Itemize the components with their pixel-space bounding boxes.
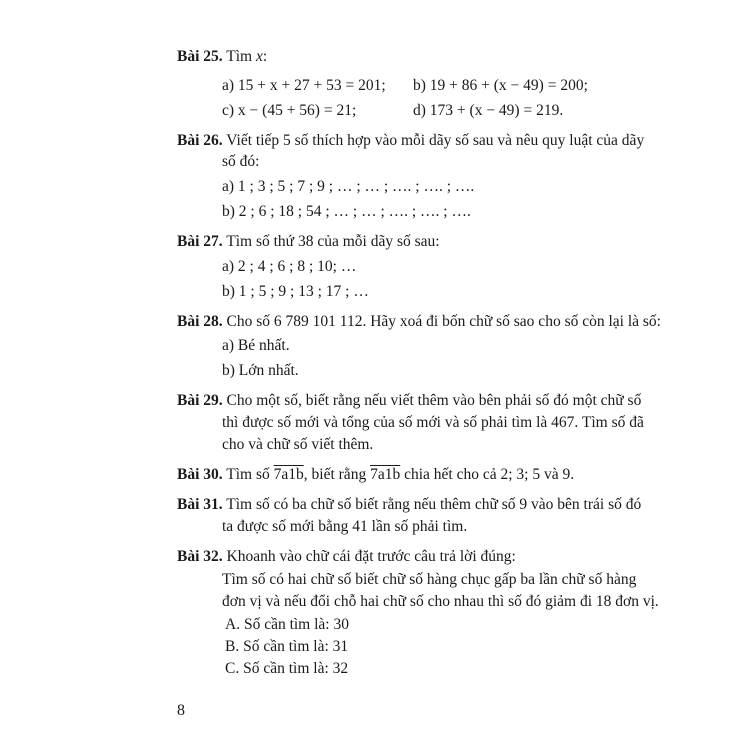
exercise-25-d: d) 173 + (x − 49) = 219. xyxy=(413,102,564,119)
exercise-number: Bài 27. xyxy=(177,233,223,250)
exercise-number: Bài 29. xyxy=(177,392,223,409)
exercise-26-a: a) 1 ; 3 ; 5 ; 7 ; 9 ; … ; … ; …. ; …. ; …. xyxy=(222,178,475,195)
exercise-text: Tìm số có ba chữ số biết rằng nếu thêm chữ số 9 vào bên trái số đó xyxy=(226,496,642,513)
exercise-27-heading xyxy=(177,232,440,252)
exercise-number: Bài 28. xyxy=(177,313,223,330)
exercise-25-c: c) x − (45 + 56) = 21; xyxy=(222,102,357,119)
exercise-32-option-b: B. Số cần tìm là: 31 xyxy=(225,638,349,655)
exercise-32-option-a: A. Số cần tìm là: 30 xyxy=(225,616,349,633)
exercise-text: Tìm số thứ 38 của mỗi dãy số sau: xyxy=(226,233,440,250)
exercise-29-heading xyxy=(177,391,641,411)
exercise-number: Bài 32. xyxy=(177,548,223,565)
exercise-number: Bài 26. xyxy=(177,132,223,149)
exercise-text: Khoanh vào chữ cái đặt trước câu trả lời đúng: xyxy=(226,548,516,565)
exercise-27-b: b) 1 ; 5 ; 9 ; 13 ; 17 ; … xyxy=(222,283,369,300)
exercise-29-text-cont-2: cho và chữ số viết thêm. xyxy=(222,436,374,453)
exercise-25-b: b) 19 + 86 + (x − 49) = 200; xyxy=(413,77,588,94)
exercise-number: Bài 30. xyxy=(177,466,223,483)
exercise-28-a: a) Bé nhất. xyxy=(222,337,290,354)
exercise-28-heading xyxy=(177,312,661,332)
overlined-number: 7a1b xyxy=(273,466,304,483)
exercise-32-question-2: đơn vị và nếu đổi chỗ hai chữ số cho nhau thì số đó giảm đi 18 đơn vị. xyxy=(222,593,659,610)
exercise-text: Tìm số xyxy=(226,466,270,483)
exercise-28-b: b) Lớn nhất. xyxy=(222,362,299,379)
exercise-text: Viết tiếp 5 số thích hợp vào mỗi dãy số sau và nêu quy luật của dãy xyxy=(226,132,645,149)
exercise-30-heading: Bài 30. Tìm số 7a1b, biết rằng 7a1b chia hết cho cả 2; 3; 5 và 9. xyxy=(177,466,575,483)
exercise-32-question-1: Tìm số có hai chữ số biết chữ số hàng chục gấp ba lần chữ số hàng xyxy=(222,571,637,588)
overlined-number: 7a1b xyxy=(370,466,401,483)
exercise-27-a: a) 2 ; 4 ; 6 ; 8 ; 10; … xyxy=(222,258,357,275)
exercise-26-text-cont: số đó: xyxy=(222,153,260,170)
page-number: 8 xyxy=(177,702,185,719)
exercise-25-a: a) 15 + x + 27 + 53 = 201; xyxy=(222,77,386,94)
exercise-text: Tìm xyxy=(226,48,253,65)
exercise-text: Cho số 6 789 101 112. Hãy xoá đi bốn chữ số sao cho số còn lại là số: xyxy=(226,313,661,330)
exercise-32-option-c: C. Số cần tìm là: 32 xyxy=(225,660,349,677)
exercise-26-b: b) 2 ; 6 ; 18 ; 54 ; … ; … ; …. ; …. ; …. xyxy=(222,203,471,220)
exercise-number: Bài 31. xyxy=(177,496,223,513)
exercise-31-heading xyxy=(177,495,641,515)
exercise-32-heading xyxy=(177,547,516,567)
exercise-text: Cho một số, biết rằng nếu viết thêm vào bên phải số đó một chữ số xyxy=(226,392,642,409)
exercise-31-text-cont: ta được số mới bằng 41 lần số phải tìm. xyxy=(222,518,468,535)
exercise-number: Bài 25. xyxy=(177,48,223,65)
exercise-25-heading: Bài 25. Tìm x: xyxy=(177,48,268,65)
exercise-26-heading xyxy=(177,131,644,151)
variable: x xyxy=(255,48,263,65)
exercise-29-text-cont-1: thì được số mới và tổng của số mới và số phải tìm là 467. Tìm số đã xyxy=(222,414,644,431)
